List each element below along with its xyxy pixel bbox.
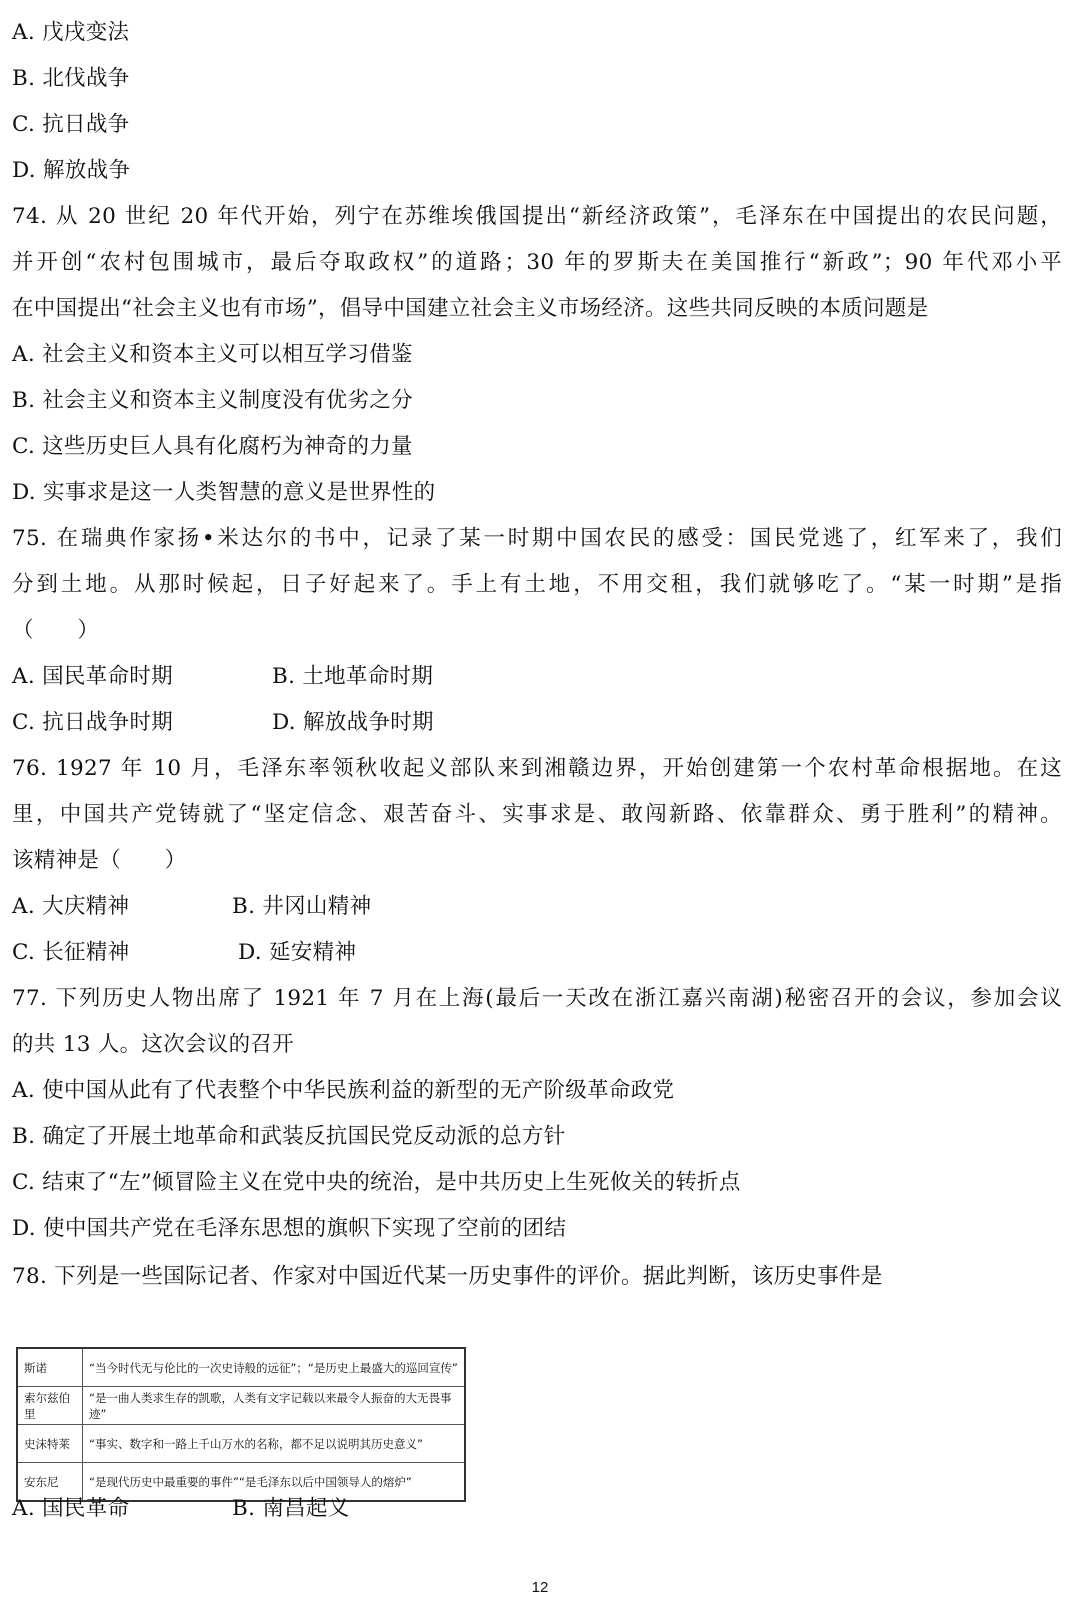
table-cell-name: 安东尼	[17, 1463, 83, 1502]
table-row	[17, 1425, 465, 1463]
q76-option-c: C. 长征精神	[12, 940, 130, 965]
q77-option-d: D. 使中国共产党在毛泽东思想的旗帜下实现了空前的团结	[12, 1216, 567, 1241]
table-cell-name: 史沫特莱	[17, 1425, 83, 1463]
q73-option-a: A. 戊戌变法	[12, 20, 130, 45]
q74-option-b: B. 社会主义和资本主义制度没有优劣之分	[12, 388, 413, 413]
q76-stem-line-3: 该精神是（ ）	[12, 848, 187, 873]
q78-option-b: B. 南昌起义	[232, 1496, 350, 1521]
q74-option-a: A. 社会主义和资本主义可以相互学习借鉴	[12, 342, 413, 367]
q75-option-c: C. 抗日战争时期	[12, 710, 174, 735]
table-cell-quote: “事实、数字和一路上千山万水的名称，都不足以说明其历史意义”	[83, 1425, 466, 1463]
q77-stem-line-1: 77. 下列历史人物出席了 1921 年 7 月在上海(最后一天改在浙江嘉兴南湖)秘密召开的会议，参加会议	[12, 986, 1062, 1011]
q78-option-a: A. 国民革命	[12, 1496, 130, 1521]
page-number: 12	[531, 1579, 549, 1596]
q75-stem-line-3: （ ）	[12, 618, 100, 643]
table-row	[17, 1348, 465, 1387]
q77-option-b: B. 确定了开展土地革命和武装反抗国民党反动派的总方针	[12, 1124, 566, 1149]
table-cell-quote: “当今时代无与伦比的一次史诗般的远征”；“是历史上最盛大的巡回宣传”	[83, 1348, 466, 1387]
table-cell-name: 斯诺	[17, 1348, 83, 1387]
table-row	[17, 1387, 465, 1425]
q76-stem-line-1: 76. 1927 年 10 月，毛泽东率领秋收起义部队来到湘赣边界，开始创建第一个农村革命根据地。在这	[12, 756, 1062, 781]
q76-option-a: A. 大庆精神	[12, 894, 130, 919]
table-cell-quote: “是一曲人类求生存的凯歌，人类有文字记载以来最令人振奋的大无畏事迹”	[83, 1387, 466, 1425]
q75-option-a: A. 国民革命时期	[12, 664, 173, 689]
q77-option-a: A. 使中国从此有了代表整个中华民族利益的新型的无产阶级革命政党	[12, 1078, 675, 1103]
q73-option-c: C. 抗日战争	[12, 112, 130, 137]
q76-option-b: B. 井冈山精神	[232, 894, 372, 919]
q78-stem: 78. 下列是一些国际记者、作家对中国近代某一历史事件的评价。据此判断，该历史事件是	[12, 1264, 883, 1289]
q74-stem-line-2: 并开创“农村包围城市，最后夺取政权”的道路；30 年的罗斯夫在美国推行“新政”；90 年代邓小平	[12, 250, 1062, 275]
q77-option-c: C. 结束了“左”倾冒险主义在党中央的统治，是中共历史上生死攸关的转折点	[12, 1170, 741, 1195]
q73-option-d: D. 解放战争	[12, 158, 131, 183]
q76-stem-line-2: 里，中国共产党铸就了“坚定信念、艰苦奋斗、实事求是、敢闯新路、依靠群众、勇于胜利”的精神。	[12, 802, 1062, 827]
q74-stem-line-3: 在中国提出“社会主义也有市场”，倡导中国建立社会主义市场经济。这些共同反映的本质问题是	[12, 296, 929, 321]
q75-stem-line-2: 分到土地。从那时候起，日子好起来了。手上有土地，不用交租，我们就够吃了。“某一时期”是指	[12, 572, 1062, 597]
q75-stem-line-1: 75. 在瑞典作家扬•米达尔的书中，记录了某一时期中国农民的感受：国民党逃了，红军来了，我们	[12, 526, 1062, 551]
q74-stem-line-1: 74. 从 20 世纪 20 年代开始，列宁在苏维埃俄国提出“新经济政策”，毛泽东在中国提出的农民问题，	[12, 204, 1062, 229]
table-cell-quote: “是现代历史中最重要的事件”“是毛泽东以后中国领导人的熔炉”	[83, 1463, 466, 1502]
q74-option-d: D. 实事求是这一人类智慧的意义是世界性的	[12, 480, 436, 505]
q78-quote-table	[16, 1347, 466, 1502]
q77-stem-line-2: 的共 13 人。这次会议的召开	[12, 1032, 295, 1057]
q73-option-b: B. 北伐战争	[12, 66, 130, 91]
table-cell-name: 索尔兹伯里	[17, 1387, 83, 1425]
q75-option-d: D. 解放战争时期	[272, 710, 434, 735]
q75-option-b: B. 土地革命时期	[272, 664, 434, 689]
q76-option-d: D. 延安精神	[238, 940, 357, 965]
q74-option-c: C. 这些历史巨人具有化腐朽为神奇的力量	[12, 434, 413, 459]
